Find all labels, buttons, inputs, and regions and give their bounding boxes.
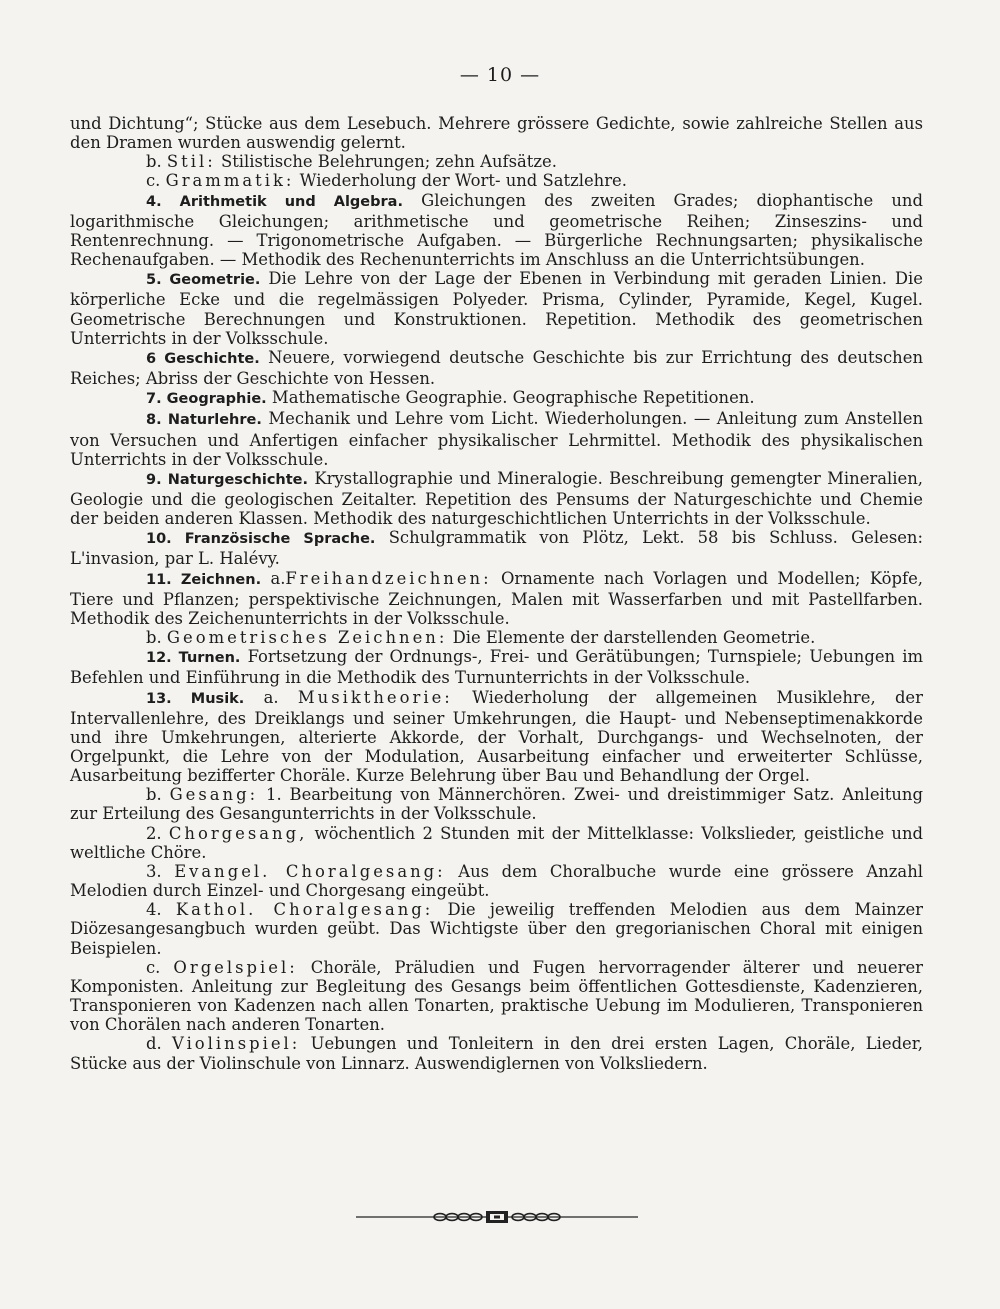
item-label-spaced: Orgelspiel: [173,957,298,977]
section-text: Krystallographie und Mineralogie. Beschreibung gemengter Mineralien, Geologie und die geologischen Zeitalter. Repetition des Pensums der Naturgeschichte und Chemie der beiden anderen Klassen. Methodik des naturgeschichtlichen Unterrichts in der Volksschule. [70,468,923,529]
item-label-spaced: Violinspiel: [172,1034,301,1054]
item-label-spaced: Musiktheorie: [297,687,453,707]
paragraph-stil [70,152,923,171]
section-text: Mechanik und Lehre vom Licht. Wiederholungen. — Anleitung zum Anstellen von Versuchen und Anfertigen einfacher physikalischer Lehrmittel. Methodik des physikalischen Unterrichts in der Volksschule. [70,409,924,469]
section-text: Choräle, Präludien und Fugen hervorragender älterer und neuerer Komponisten. Anleitung zur Begleitung des Gesangs beim öffentlichen Gottesdienste, Kadenzieren, Transponieren von Kadenzen nach allen Tonarten, praktische Uebung im Modulieren, Transponieren von Chorälen nach anderen Tonarten. [70,957,923,1035]
section-text: Aus dem Choralbuche wurde eine grössere Anzahl Melodien durch Einzel- und Chorgesang eingeübt. [70,861,923,901]
body-text [70,114,923,1073]
paragraph-text: Wiederholung der Wort- und Satzlehre. [299,171,627,191]
section-heading: 6 Geschichte. [146,350,260,367]
section-turnen [70,647,923,687]
item-label-spaced: Evangel. Choralgesang: [174,861,446,881]
section-orgelspiel [70,958,923,1035]
item-lead: 4. [146,900,162,920]
paragraph-text: Stilistische Belehrungen; zehn Aufsätze. [220,152,557,172]
section-text: 1. Bearbeitung von Männerchören. Zwei- und dreistimmiger Satz. Anleitung zur Erteilung des Gesangunterrichts in der Volksschule. [70,785,923,824]
section-heading: 9. Naturgeschichte. [146,471,309,488]
section-arithmetik [70,191,923,270]
item-lead: c. [146,957,161,977]
section-heading: 11. Zeichnen. [146,571,262,588]
section-heading: 8. Naturlehre. [146,412,262,429]
section-text: Die Lehre von der Lage der Ebenen in Verbindung mit geraden Linien. Die körperliche Ecke und die regelmässigen Polyeder. Prisma, Cylinder, Pyramide, Kegel, Kugel. Geometrische Berechnungen und Konstruktionen. Repetition. Methodik des geometrischen Unterrichts in der Volksschule. [70,269,923,348]
paragraph-text: und Dichtung“; Stücke aus dem Lesebuch. Mehrere grössere Gedichte, sowie zahlreiche Stellen aus den Dramen wurden auswendig gelernt. [70,114,923,153]
item-label-spaced: Chorgesang, [168,823,308,843]
item-lead: c. [146,171,161,191]
section-text: Neuere, vorwiegend deutsche Geschichte bis zur Errichtung des deutschen Reiches; Abriss der Geschichte von Hessen. [70,347,923,389]
section-text: Fortsetzung der Ordnungs-, Frei- und Gerätübungen; Turnspiele; Uebungen im Befehlen und Einführung in die Methodik des Turnunterrichts in der Volksschule. [70,647,923,688]
item-lead: b. [146,785,162,805]
item-label-spaced: Grammatik: [165,171,295,191]
paragraph-grammatik [70,171,923,190]
section-zeichnen [70,569,923,628]
item-label-spaced: Stil: [166,152,216,172]
item-lead: b. [146,628,162,648]
item-label-spaced: Gesang: [169,785,259,805]
section-geographie [70,388,923,409]
section-text: Uebungen und Tonleitern in den drei ersten Lagen, Choräle, Lieder, Stücke aus der Violinschule von Linnarz. Auswendiglernen von Volksliedern. [70,1034,923,1073]
section-kathol-choralgesang [70,900,923,957]
section-text: Ornamente nach Vorlagen und Modellen; Köpfe, Tiere und Pflanzen; perspektivische Zeichnungen, Malen mit Wasserfarben und mit Pastellfarben. Methodik des Zeichenunterrichts in der Volksschule. [70,568,924,628]
section-heading: 10. Französische Sprache. [146,531,376,548]
section-text: Schulgrammatik von Plötz, Lekt. 58 bis Schluss. Gelesen: L'invasion, par L. Halévy. [70,528,924,569]
page-number: — 10 — [459,64,541,86]
item-lead: b. [146,152,162,172]
ornament-divider-icon [356,1209,638,1225]
item-label-spaced: Kathol. Choralgesang: [175,900,434,920]
section-heading: 13. Musik. [146,690,245,707]
section-heading: 5. Geometrie. [146,272,261,289]
section-text: Die Elemente der darstellenden Geometrie. [452,628,816,648]
section-chorgesang [70,824,923,862]
section-text: Mathematische Geographie. Geographische Repetitionen. [271,388,755,408]
section-heading: 4. Arithmetik und Algebra. [146,193,403,210]
section-geometrisches-zeichnen [70,628,923,647]
item-label-spaced: Geometrisches Zeichnen: [166,628,448,648]
item-lead: 2. [146,823,162,843]
item-lead: a. [263,687,279,707]
section-text: wöchentlich 2 Stunden mit der Mittelklasse: Volkslieder, geistliche und weltliche Chöre. [70,823,924,862]
section-geschichte [70,348,923,388]
section-text: Wiederholung der allgemeinen Musiklehre, der Intervallenlehre, des Dreiklangs und seiner Umkehrungen, die Haupt- und Nebenseptimenakkorde und ihre Umkehrungen, alterierte Akkorde, der Vorhalt, Durchgangs- und Wechselnoten, der Orgelpunkt, die Lehre von der Modulation, Ausarbeitung einfacher und erweiterter Schlüsse, Ausarbeitung bezifferter Choräle. Kurze Belehrung über Bau und Behandlung der Orgel. [70,687,923,786]
section-text: Gleichungen des zweiten Grades; diophantische und logarithmische Gleichungen; arithmetische und geometrische Reihen; Zinseszins- und Rentenrechnung. — Trigonometrische Aufgaben. — Bürgerliche Rechnungsarten; physikalische Rechenaufgaben. — Methodik des Rechenunterrichts im Anschluss an die Unterrichtsübungen. [70,190,923,270]
section-geometrie [70,269,923,348]
section-heading: 7. Geographie. [146,391,267,408]
paragraph-dichtung [70,114,923,152]
section-naturlehre [70,409,923,468]
section-musik [70,688,923,786]
section-naturgeschichte [70,469,923,528]
item-label-spaced: Freihandzeichnen: [285,568,492,588]
section-evangel-choralgesang [70,862,923,900]
item-lead: d. [146,1034,162,1054]
item-lead: 3. [146,861,162,881]
section-text: Die jeweilig treffenden Melodien aus dem Mainzer Diözesangesangbuch wurden geübt. Das Wichtigste über den gregorianischen Choral mit einigen Beispielen. [70,900,923,958]
item-lead: a. [270,568,286,588]
section-franzoesisch [70,528,923,568]
section-gesang [70,785,923,823]
section-heading: 12. Turnen. [146,650,241,667]
section-violinspiel [70,1034,923,1072]
